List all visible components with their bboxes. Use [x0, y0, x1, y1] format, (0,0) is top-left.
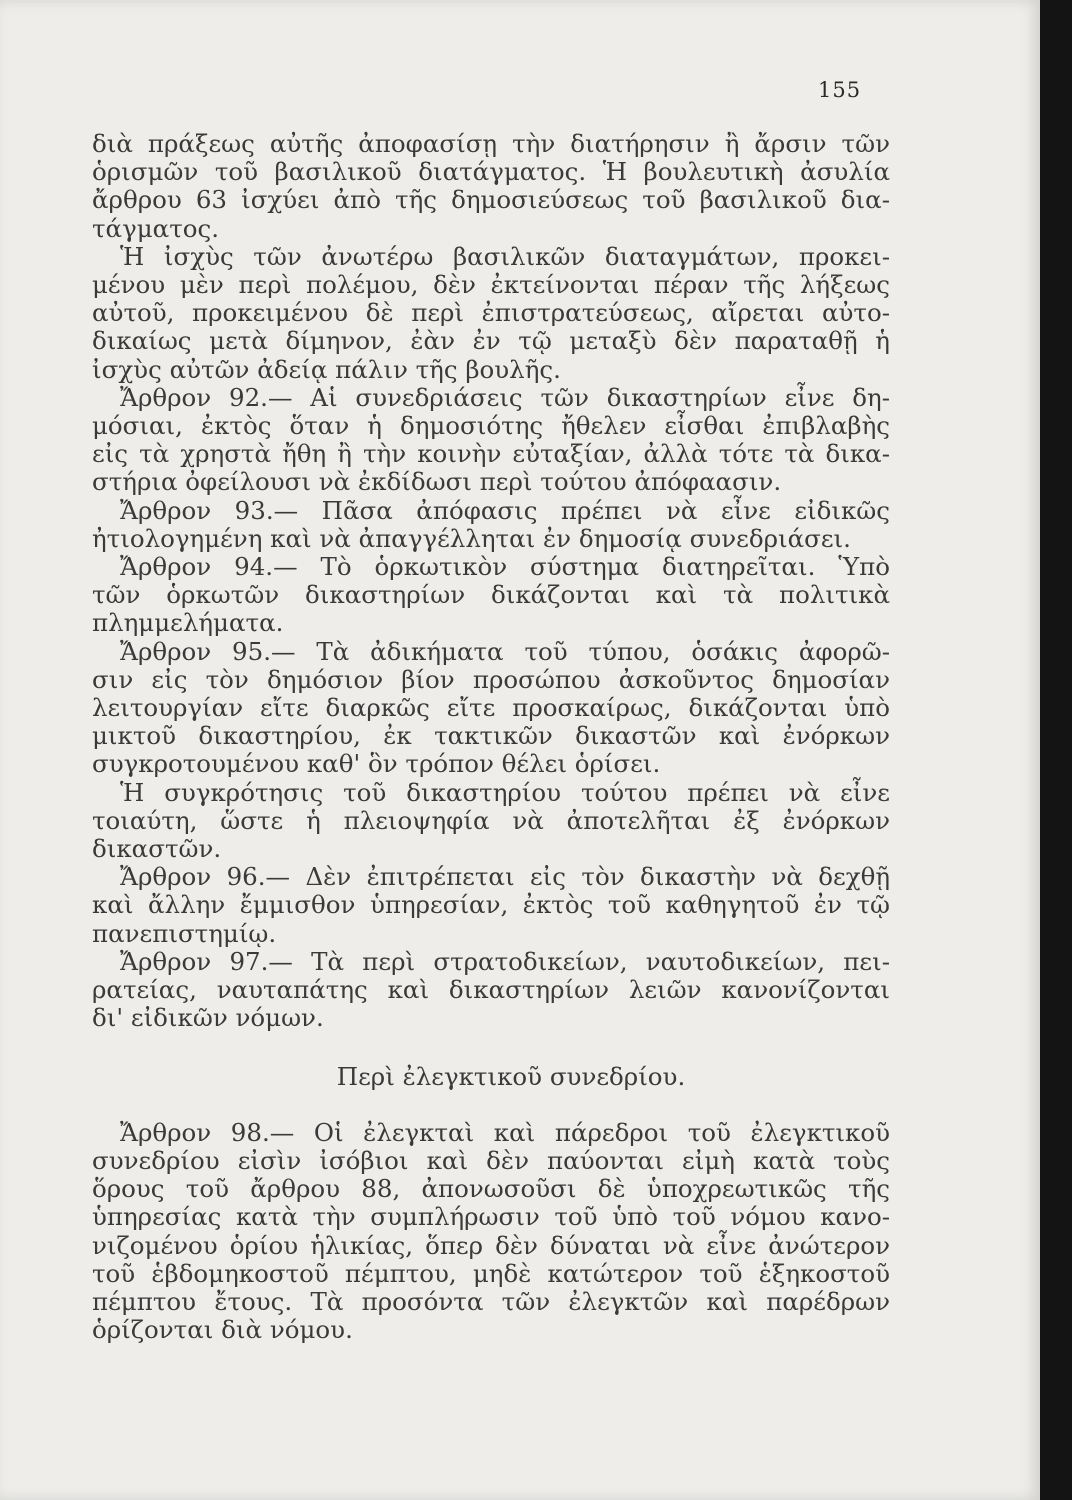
article-92-line: Ἄρθρον 92.— Αἱ συνεδριάσεις τῶν δικαστηρίων εἶνε δη-: [120, 382, 890, 412]
article-95-line: Ἄρθρον 95.— Τὰ ἀδικήματα τοῦ τύπου, ὁσάκις ἀφορῶ-: [120, 636, 890, 666]
text-line: δι' εἰδικῶν νόμων.: [92, 1003, 324, 1033]
text-line: ὁρίζονται διὰ νόμου.: [92, 1315, 353, 1345]
text-line: τοῦ ἑβδομηκοστοῦ πέμπτου, μηδὲ κατώτερον τοῦ ἑξηκοστοῦ: [92, 1258, 890, 1288]
text-line: νιζομένου ὁρίου ἡλικίας, ὅπερ δὲν δύναται νὰ εἶνε ἀνώτερον: [92, 1230, 890, 1260]
text-line: καὶ ἄλλην ἔμμισθον ὑπηρεσίαν, ἐκτὸς τοῦ καθηγητοῦ ἐν τῷ: [92, 890, 890, 920]
text-line: μένου μὲν περὶ πολέμου, δὲν ἐκτείνονται πέραν τῆς λήξεως: [92, 270, 890, 300]
text-line: πέμπτου ἔτους. Τὰ προσόντα τῶν ἐλεγκτῶν καὶ παρέδρων: [92, 1286, 890, 1316]
text-line: ὑπηρεσίας κατὰ τὴν συμπλήρωσιν τοῦ ὑπὸ τοῦ νόμου κανο-: [92, 1202, 890, 1232]
article-94-line: Ἄρθρον 94.— Τὸ ὁρκωτικὸν σύστημα διατηρεῖται. Ὑπὸ: [120, 552, 890, 582]
text-line: σιν εἰς τὸν δημόσιον βίον προσώπου ἀσκοῦντος δημοσίαν: [92, 664, 890, 694]
text-line: λειτουργίαν εἴτε διαρκῶς εἴτε προσκαίρως, δικάζονται ὑπὸ: [92, 693, 890, 723]
text-line: αὐτοῦ, προκειμένου δὲ περὶ ἐπιστρατεύσεως, αἴρεται αὐτο-: [92, 298, 890, 328]
article-97-line: Ἄρθρον 97.— Τὰ περὶ στρατοδικείων, ναυτοδικείων, πει-: [120, 946, 890, 976]
text-line: τῶν ὁρκωτῶν δικαστηρίων δικάζονται καὶ τὰ πολιτικὰ: [92, 580, 890, 610]
text-line: Ἡ συγκρότησις τοῦ δικαστηρίου τούτου πρέπει νὰ εἶνε: [120, 777, 890, 807]
text-line: μόσιαι, ἐκτὸς ὅταν ἡ δημοσιότης ἤθελεν εἶσθαι ἐπιβλαβὴς: [92, 411, 890, 441]
text-line: δικαστῶν.: [92, 834, 222, 864]
page-number: 155: [818, 78, 862, 102]
text-line: πανεπιστημίῳ.: [92, 918, 277, 948]
text-line: ὅρους τοῦ ἄρθρου 88, ἀπονωσοῦσι δὲ ὑποχρεωτικῶς τῆς: [92, 1174, 890, 1204]
article-98-line: Ἄρθρον 98.— Οἱ ἐλεγκταὶ καὶ πάρεδροι τοῦ ἐλεγκτικοῦ: [120, 1117, 890, 1147]
text-line: ἰσχὺς αὐτῶν ἀδείᾳ πάλιν τῆς βουλῆς.: [92, 354, 561, 384]
article-93-line: Ἄρθρον 93.— Πᾶσα ἀπόφασις πρέπει νὰ εἶνε εἰδικῶς: [120, 495, 890, 525]
text-line: μικτοῦ δικαστηρίου, ἐκ τακτικῶν δικαστῶν καὶ ἐνόρκων: [92, 721, 890, 751]
text-line: τάγματος.: [92, 213, 220, 243]
text-line: δικαίως μετὰ δίμηνον, ἐὰν ἐν τῷ μεταξὺ δὲν παραταθῇ ἡ: [92, 326, 890, 356]
text-line: συνεδρίου εἰσὶν ἰσόβιοι καὶ δὲν παύονται εἰμὴ κατὰ τοὺς: [92, 1145, 890, 1175]
article-96-line: Ἄρθρον 96.— Δὲν ἐπιτρέπεται εἰς τὸν δικαστὴν νὰ δεχθῇ: [120, 862, 890, 892]
text-line: συγκροτουμένου καθ' ὃν τρόπον θέλει ὁρίσει.: [92, 749, 661, 779]
text-line: εἰς τὰ χρηστὰ ἤθη ἢ τὴν κοινὴν εὐταξίαν, ἀλλὰ τότε τὰ δικα-: [92, 439, 890, 469]
text-line: Ἡ ἰσχὺς τῶν ἀνωτέρω βασιλικῶν διαταγμάτων, προκει-: [120, 241, 890, 271]
text-line: διὰ πράξεως αὐτῆς ἀποφασίσῃ τὴν διατήρησιν ἢ ἄρσιν τῶν: [92, 129, 890, 158]
text-line: πλημμελήματα.: [92, 608, 284, 638]
text-line: ρατείας, ναυταπάτης καὶ δικαστηρίων λειῶν κανονίζονται: [92, 975, 890, 1005]
text-line: στήρια ὀφείλουσι νὰ ἐκδίδωσι περὶ τούτου ἀπόφαασιν.: [92, 467, 782, 497]
text-line: ἠτιολογημένη καὶ νὰ ἀπαγγέλληται ἐν δημοσίᾳ συνεδριάσει.: [92, 523, 851, 553]
text-line: ἄρθρου 63 ἰσχύει ἀπὸ τῆς δημοσιεύσεως τοῦ βασιλικοῦ δια-: [92, 185, 890, 215]
body-text: [92, 130, 890, 1344]
text-line: τοιαύτη, ὥστε ἡ πλειοψηφία νὰ ἀποτελῆται ἐξ ἐνόρκων: [92, 805, 890, 835]
text-line: ὁρισμῶν τοῦ βασιλικοῦ διατάγματος. Ἡ βουλευτικὴ ἀσυλία: [92, 157, 890, 187]
section-heading: Περὶ ἐλεγκτικοῦ συνεδρίου.: [336, 1061, 686, 1091]
